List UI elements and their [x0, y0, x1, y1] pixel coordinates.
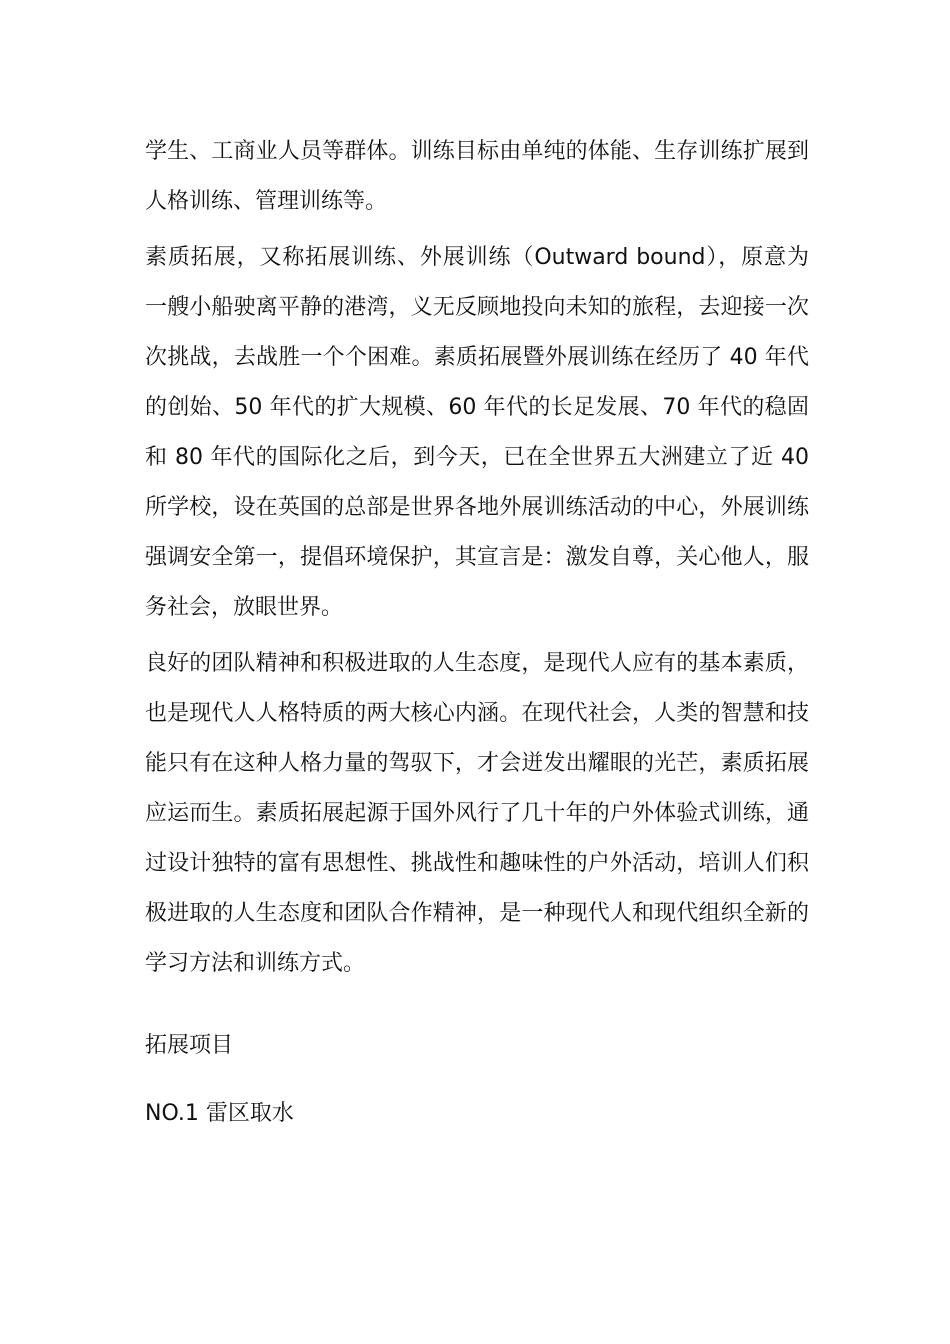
paragraph-training-scope: 学生、工商业人员等群体。训练目标由单纯的体能、生存训练扩展到人格训练、管理训练等。 — [145, 139, 809, 214]
document-body — [145, 127, 809, 1139]
item-title: NO.1 雷区取水 — [145, 1101, 294, 1126]
section-heading: 拓展项目 — [145, 1033, 234, 1058]
paragraph-team-spirit: 良好的团队精神和积极进取的人生态度，是现代人应有的基本素质，也是现代人人格特质的两大核心内涵。在现代社会，人类的智慧和技能只有在这种人格力量的驾驭下，才会迸发出耀眼的光芒，素质拓展应运而生。素质拓展起源于国外风行了几十年的户外体验式训练，通过设计独特的富有思想性、挑战性和趣味性的户外活动，培训人们积极进取的人生态度和团队合作精神，是一种现代人和现代组织全新的学习方法和训练方式。 — [145, 651, 809, 976]
paragraph-outward-bound-history: 素质拓展，又称拓展训练、外展训练（Outward bound），原意为一艘小船驶离平静的港湾，义无反顾地投向未知的旅程，去迎接一次次挑战，去战胜一个个困难。素质拓展暨外展训练在经历了 40 年代的创始、50 年代的扩大规模、60 年代的长足发展、70 年代的稳固和 80 年代的国际化之后，到今天，已在全世界五大洲建立了近 40 所学校，设在英国的总部是世界各地外展训练活动的中心，外展训练强调安全第一，提倡环境保护，其宣言是：激发自尊，关心他人，服务社会，放眼世界。 — [145, 245, 809, 620]
